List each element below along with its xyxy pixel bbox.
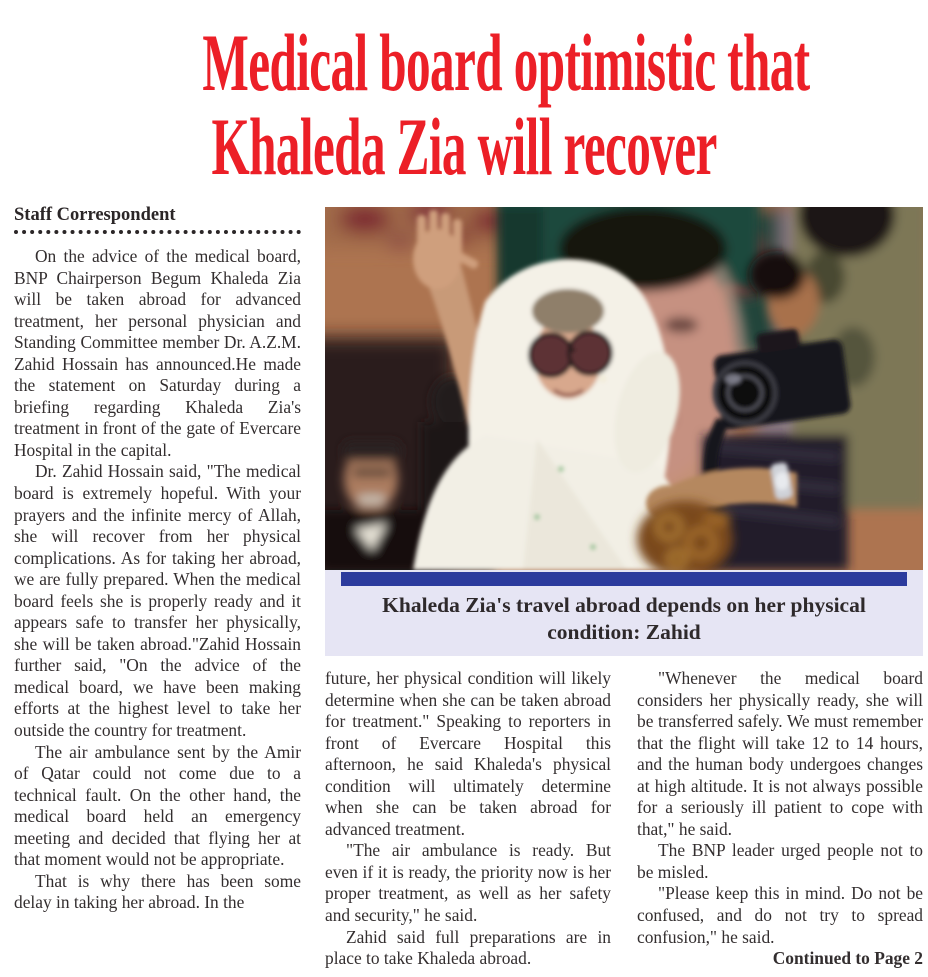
paragraph: Dr. Zahid Hossain said, "The medical board is extremely hopeful. With your prayers and the infinite mercy of Allah, she will recover from her physical complications. As for taking her abroad, we are fully prepared. When the medical board feels she is properly ready and it appears safe to transfer her physically, she will be taken abroad."Zahid Hossain further said, "On the advice of the medical board, we have been making efforts at the highest level to take her outside the country for treatment. — [14, 461, 301, 741]
photo-caption: Khaleda Zia's travel abroad depends on her physical condition: Zahid — [382, 593, 866, 644]
continued-notice: Continued to Page 2 — [772, 948, 923, 969]
paragraph: On the advice of the medical board, BNP Chairperson Begum Khaleda Zia will be taken abroad for advanced treatment, her personal physician and Standing Committee member Dr. A.Z.M. Zahid Hossain has announced.He made the statement on Saturday during a briefing regarding Khaleda Zia's treatment in front of the gate of Evercare Hospital in the capital. — [14, 246, 301, 460]
headline-line-1: Medical board optimistic that — [202, 17, 810, 109]
paragraph: That is why there has been some delay in taking her abroad. In the — [14, 870, 301, 913]
article-column-left — [14, 246, 301, 914]
photo-block — [325, 207, 923, 656]
article-headline — [0, 17, 928, 193]
headline-line-2: Khaleda Zia will recover — [211, 101, 717, 193]
caption-accent-bar — [341, 572, 907, 586]
article-column-right — [637, 668, 923, 970]
dotted-rule — [14, 228, 301, 234]
paragraph: future, her physical condition will likely determine when she can be taken abroad for treatment." Speaking to reporters in front of Evercare Hospital this afternoon, he said Khaleda's physical condition will ultimately determine when she can be taken abroad for advanced treatment. — [325, 668, 611, 839]
paragraph: "The air ambulance is ready. But even if it is ready, the priority now is her proper treatment, as well as her safety and security," he said. — [325, 840, 611, 926]
byline: Staff Correspondent — [14, 205, 176, 225]
photo-caption-box — [325, 570, 923, 656]
article-photo — [325, 207, 923, 570]
paragraph: The BNP leader urged people not to be misled. — [637, 840, 923, 882]
paragraph: "Please keep this in mind. Do not be confused, and do not try to spread confusion," he said. — [637, 883, 923, 947]
article-column-middle — [325, 668, 611, 970]
byline-block — [14, 204, 301, 234]
paragraph: Zahid said full preparations are in place to take Khaleda abroad. — [325, 926, 611, 969]
paragraph: The air ambulance sent by the Amir of Qatar could not come due to a technical fault. On the other hand, the medical board held an emergency meeting and decided that flying her at that moment would not be appropriate. — [14, 741, 301, 870]
paragraph: "Whenever the medical board considers her physically ready, she will be transferred safely. We must remember that the flight will take 12 to 14 hours, and the human body undergoes changes at high altitude. It is not always possible for a seriously ill patient to cope with that," he said. — [637, 668, 923, 839]
